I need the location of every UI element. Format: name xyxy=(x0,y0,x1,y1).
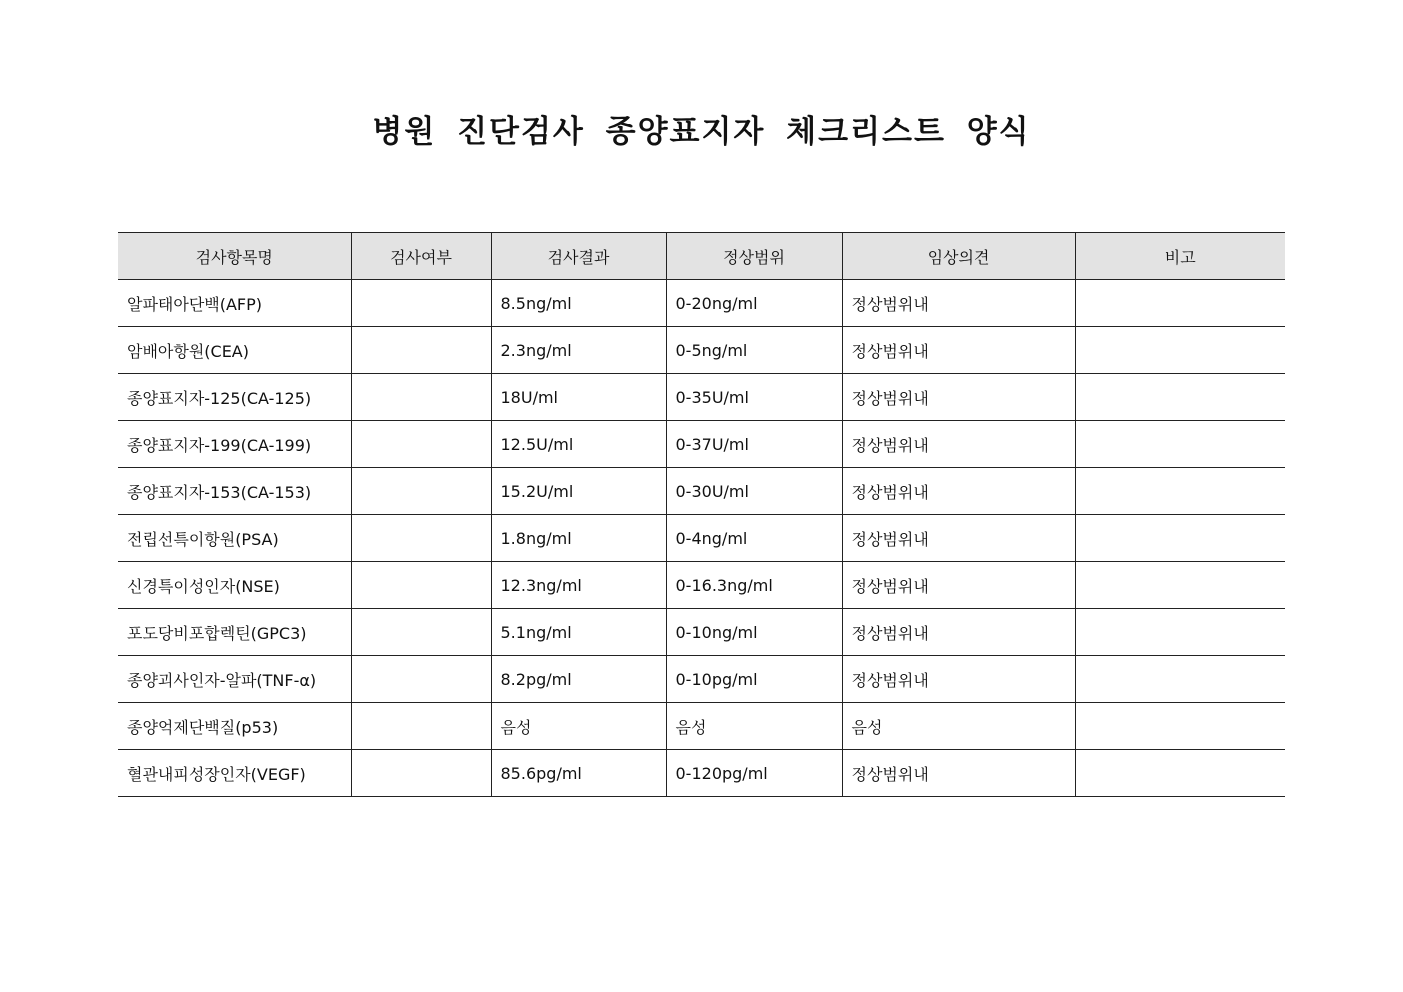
cell-result: 8.5ng/ml xyxy=(491,280,666,327)
cell-result: 2.3ng/ml xyxy=(491,327,666,374)
cell-tested xyxy=(351,656,491,703)
cell-result: 12.3ng/ml xyxy=(491,562,666,609)
cell-tested xyxy=(351,609,491,656)
tumor-marker-table xyxy=(118,232,1285,797)
header-result: 검사결과 xyxy=(491,233,666,280)
cell-normal-range: 0-5ng/ml xyxy=(666,327,842,374)
cell-clinical-opinion: 음성 xyxy=(842,703,1075,750)
cell-result: 1.8ng/ml xyxy=(491,515,666,562)
cell-item-name: 혈관내피성장인자(VEGF) xyxy=(118,750,351,797)
cell-clinical-opinion: 정상범위내 xyxy=(842,374,1075,421)
cell-remarks xyxy=(1075,562,1285,609)
cell-result: 15.2U/ml xyxy=(491,468,666,515)
cell-clinical-opinion: 정상범위내 xyxy=(842,562,1075,609)
cell-tested xyxy=(351,562,491,609)
table-row xyxy=(118,468,1285,515)
table-row xyxy=(118,750,1285,797)
cell-normal-range: 0-35U/ml xyxy=(666,374,842,421)
table-row xyxy=(118,656,1285,703)
cell-normal-range: 0-37U/ml xyxy=(666,421,842,468)
header-normal-range: 정상범위 xyxy=(666,233,842,280)
table-row xyxy=(118,280,1285,327)
cell-clinical-opinion: 정상범위내 xyxy=(842,750,1075,797)
cell-normal-range: 0-120pg/ml xyxy=(666,750,842,797)
cell-normal-range: 0-10pg/ml xyxy=(666,656,842,703)
cell-remarks xyxy=(1075,656,1285,703)
cell-normal-range: 0-30U/ml xyxy=(666,468,842,515)
table-row xyxy=(118,327,1285,374)
cell-result: 5.1ng/ml xyxy=(491,609,666,656)
table-header xyxy=(118,233,1285,280)
cell-remarks xyxy=(1075,750,1285,797)
cell-remarks xyxy=(1075,280,1285,327)
cell-clinical-opinion: 정상범위내 xyxy=(842,280,1075,327)
cell-item-name: 종양억제단백질(p53) xyxy=(118,703,351,750)
table-row xyxy=(118,703,1285,750)
cell-result: 85.6pg/ml xyxy=(491,750,666,797)
header-tested: 검사여부 xyxy=(351,233,491,280)
cell-clinical-opinion: 정상범위내 xyxy=(842,327,1075,374)
cell-normal-range: 음성 xyxy=(666,703,842,750)
header-remarks: 비고 xyxy=(1075,233,1285,280)
cell-remarks xyxy=(1075,609,1285,656)
cell-remarks xyxy=(1075,468,1285,515)
header-item-name: 검사항목명 xyxy=(118,233,351,280)
cell-remarks xyxy=(1075,703,1285,750)
cell-tested xyxy=(351,374,491,421)
cell-normal-range: 0-10ng/ml xyxy=(666,609,842,656)
header-row xyxy=(118,233,1285,280)
cell-item-name: 전립선특이항원(PSA) xyxy=(118,515,351,562)
cell-normal-range: 0-16.3ng/ml xyxy=(666,562,842,609)
cell-result: 18U/ml xyxy=(491,374,666,421)
table-row xyxy=(118,515,1285,562)
cell-remarks xyxy=(1075,327,1285,374)
cell-item-name: 알파태아단백(AFP) xyxy=(118,280,351,327)
cell-item-name: 종양괴사인자-알파(TNF-α) xyxy=(118,656,351,703)
cell-tested xyxy=(351,327,491,374)
document-title: 병원 진단검사 종양표지자 체크리스트 양식 xyxy=(372,114,1031,150)
cell-tested xyxy=(351,421,491,468)
cell-result: 음성 xyxy=(491,703,666,750)
table-row xyxy=(118,421,1285,468)
cell-clinical-opinion: 정상범위내 xyxy=(842,656,1075,703)
cell-item-name: 신경특이성인자(NSE) xyxy=(118,562,351,609)
table-row xyxy=(118,609,1285,656)
header-clinical-opinion: 임상의견 xyxy=(842,233,1075,280)
cell-clinical-opinion: 정상범위내 xyxy=(842,609,1075,656)
cell-result: 12.5U/ml xyxy=(491,421,666,468)
table-row xyxy=(118,562,1285,609)
cell-normal-range: 0-20ng/ml xyxy=(666,280,842,327)
cell-item-name: 암배아항원(CEA) xyxy=(118,327,351,374)
cell-tested xyxy=(351,515,491,562)
cell-remarks xyxy=(1075,374,1285,421)
cell-clinical-opinion: 정상범위내 xyxy=(842,515,1075,562)
cell-tested xyxy=(351,703,491,750)
table-row xyxy=(118,374,1285,421)
cell-clinical-opinion: 정상범위내 xyxy=(842,468,1075,515)
cell-item-name: 종양표지자-125(CA-125) xyxy=(118,374,351,421)
cell-tested xyxy=(351,750,491,797)
cell-result: 8.2pg/ml xyxy=(491,656,666,703)
cell-item-name: 종양표지자-199(CA-199) xyxy=(118,421,351,468)
cell-clinical-opinion: 정상범위내 xyxy=(842,421,1075,468)
cell-tested xyxy=(351,468,491,515)
cell-remarks xyxy=(1075,515,1285,562)
cell-tested xyxy=(351,280,491,327)
table-body xyxy=(118,280,1285,797)
cell-remarks xyxy=(1075,421,1285,468)
cell-normal-range: 0-4ng/ml xyxy=(666,515,842,562)
cell-item-name: 종양표지자-153(CA-153) xyxy=(118,468,351,515)
cell-item-name: 포도당비포합렉틴(GPC3) xyxy=(118,609,351,656)
